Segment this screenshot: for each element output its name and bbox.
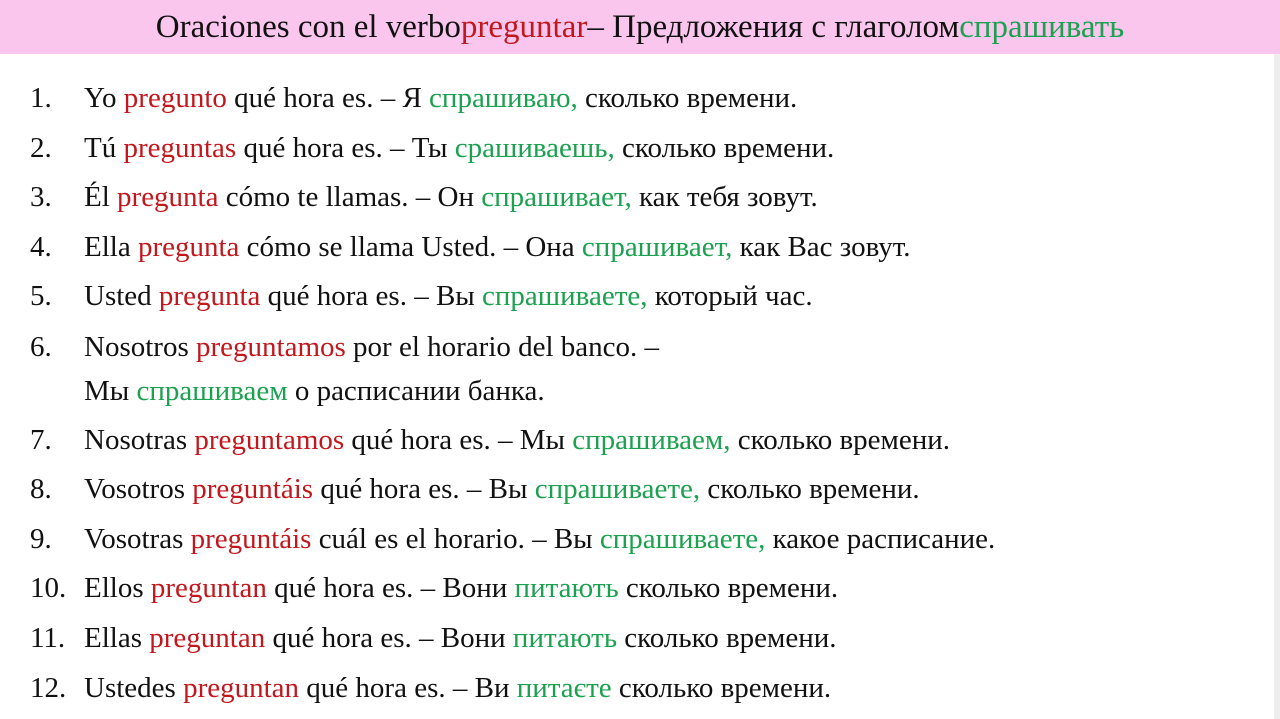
- spanish-verb: preguntan: [183, 671, 300, 704]
- sentence-text: [84, 465, 1230, 515]
- spanish-verb: pregunta: [117, 181, 219, 214]
- item-number: 10.: [30, 572, 67, 605]
- sentence-line2-start: Мы: [84, 374, 137, 407]
- sentence-end: какое расписание.: [765, 522, 996, 555]
- russian-verb: спрашиваете,: [482, 280, 648, 313]
- sentence-text: [84, 325, 1230, 413]
- sentence-item: [30, 322, 1230, 416]
- sentence-middle: qué hora es. – Мы: [344, 423, 573, 456]
- sentence-middle: por el horario del banco. –: [345, 330, 660, 363]
- sentence-end: как тебя зовут.: [631, 181, 818, 214]
- russian-verb: питають: [512, 621, 618, 654]
- sentence-text: [84, 515, 1230, 565]
- title-verb-es: preguntar: [460, 8, 588, 45]
- sentence-text: [84, 272, 1230, 322]
- item-number: 1.: [30, 82, 52, 114]
- item-number: 8.: [30, 473, 52, 506]
- russian-verb: спрашиваете,: [534, 473, 701, 506]
- sentence-start: Nosotros: [84, 330, 196, 363]
- item-number: 6.: [30, 330, 52, 363]
- sentence-text: [84, 223, 1230, 273]
- page-title: [0, 0, 1280, 54]
- spanish-verb: preguntas: [123, 131, 237, 164]
- russian-verb: спрашиваем,: [572, 423, 731, 456]
- sentence-item: [30, 74, 1230, 124]
- sentence-item: [30, 564, 1230, 614]
- sentence-end: сколько времени.: [730, 423, 951, 456]
- sentence-middle: cómo te llamas. – Он: [218, 181, 482, 214]
- title-prefix: Oraciones con el verbo: [155, 8, 461, 45]
- item-number: 7.: [30, 423, 52, 456]
- sentence-start: Ella: [84, 230, 138, 263]
- sentence-end: сколько времени.: [618, 572, 839, 605]
- item-number: 5.: [30, 280, 52, 313]
- sentence-text: [84, 74, 1230, 124]
- sentence-item: [30, 272, 1230, 322]
- sentence-middle: qué hora es. – Ви: [299, 671, 517, 704]
- sentence-text: [84, 124, 1230, 174]
- sentence-middle: qué hora es. – Ты: [236, 131, 455, 164]
- sentence-start: Ellos: [84, 572, 151, 605]
- sentence-start: Ellas: [84, 621, 150, 654]
- sentence-middle: qué hora es. – Вы: [260, 280, 483, 313]
- spanish-verb: preguntan: [150, 572, 267, 605]
- sentence-end: сколько времени.: [700, 473, 920, 506]
- russian-verb: спрашивает,: [481, 181, 632, 214]
- item-number: 2.: [30, 131, 52, 164]
- spanish-verb: preguntamos: [195, 330, 346, 363]
- sentence-middle: qué hora es. – Вони: [265, 621, 513, 654]
- spanish-verb: preguntáis: [192, 473, 314, 506]
- russian-verb: питаєте: [516, 671, 612, 704]
- sentence-item: [30, 173, 1230, 223]
- sentence-list: [30, 74, 1230, 713]
- sentence-end: сколько времени.: [617, 621, 837, 654]
- sentence-item: [30, 465, 1230, 515]
- sentence-item: [30, 416, 1230, 466]
- sentence-item: [30, 515, 1230, 565]
- slide-edge: [1274, 54, 1280, 719]
- spanish-verb: pregunta: [158, 280, 261, 313]
- sentence-end: который час.: [647, 280, 813, 313]
- item-number: 3.: [30, 181, 52, 214]
- sentence-middle: cuál es el horario. – Вы: [311, 522, 600, 555]
- title-middle: – Предложения с глаголом: [587, 8, 960, 45]
- sentence-start: Yo: [84, 82, 124, 114]
- sentence-start: Ustedes: [84, 671, 184, 704]
- spanish-verb: preguntamos: [194, 423, 345, 456]
- sentence-middle: qué hora es. – Я: [226, 82, 430, 114]
- sentence-end: о расписании банка.: [287, 374, 545, 407]
- sentence-text: [84, 664, 1230, 714]
- russian-verb: спрашиваю,: [429, 82, 578, 114]
- sentence-start: Nosotras: [84, 423, 195, 456]
- sentence-start: Vosotros: [84, 473, 193, 506]
- spanish-verb: preguntáis: [190, 522, 312, 555]
- sentence-middle: qué hora es. – Вони: [266, 572, 515, 605]
- sentence-text: [84, 564, 1230, 614]
- spanish-verb: preguntan: [149, 621, 266, 654]
- sentence-text: [84, 614, 1230, 664]
- sentence-start: Vosotras: [84, 522, 191, 555]
- russian-verb: питають: [514, 572, 619, 605]
- sentence-text: [84, 173, 1230, 223]
- item-number: 12.: [30, 671, 67, 704]
- item-number: 11.: [30, 621, 66, 654]
- sentence-middle: qué hora es. – Вы: [313, 473, 535, 506]
- sentence-end: сколько времени.: [614, 131, 835, 164]
- spanish-verb: pregunto: [123, 82, 227, 114]
- sentence-text: [84, 416, 1230, 466]
- item-number: 9.: [30, 522, 52, 555]
- sentence-start: Él: [84, 181, 118, 214]
- russian-verb: спрашиваем: [136, 374, 288, 407]
- sentence-start: Tú: [84, 131, 124, 164]
- sentence-end: сколько времени.: [611, 671, 832, 704]
- sentence-end: как Вас зовут.: [732, 230, 911, 263]
- sentence-end: сколько времени.: [577, 82, 798, 114]
- sentence-item: [30, 223, 1230, 273]
- sentence-middle: cómo se llama Usted. – Она: [239, 230, 582, 263]
- sentence-item: [30, 614, 1230, 664]
- russian-verb: спрашивает,: [581, 230, 733, 263]
- sentence-start: Usted: [84, 280, 159, 313]
- sentence-item: [30, 664, 1230, 714]
- title-verb-ru: спрашивать: [959, 8, 1125, 45]
- item-number: 4.: [30, 230, 52, 263]
- spanish-verb: pregunta: [137, 230, 240, 263]
- sentence-item: [30, 124, 1230, 174]
- russian-verb: спрашиваете,: [599, 522, 766, 555]
- russian-verb: срашиваешь,: [454, 131, 615, 164]
